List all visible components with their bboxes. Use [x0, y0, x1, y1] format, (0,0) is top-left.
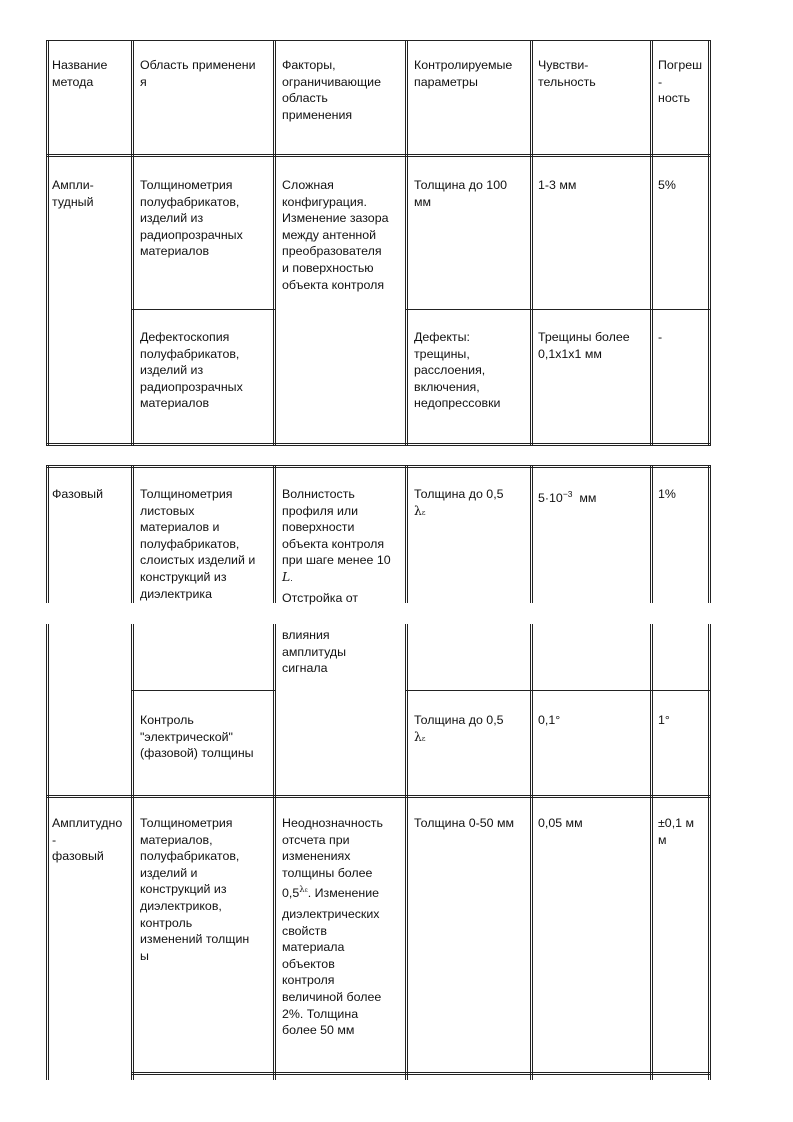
column-border	[131, 624, 134, 1080]
column-border	[273, 624, 276, 1080]
header-application: Область применени я	[140, 58, 256, 89]
header-error: Погреш - ность	[658, 58, 703, 106]
amplitude-params-defects: Дефекты: трещины, расслоения, включения, недопрессовки	[414, 330, 501, 411]
header-bottom-border	[46, 154, 711, 157]
column-border	[708, 624, 711, 1080]
lambda-subscript: ε	[421, 509, 426, 517]
phase-app-electrical: Контроль "электрической" (фазовой) толщины	[140, 713, 254, 761]
sensitivity-exponent: −3	[562, 488, 573, 499]
column-border	[273, 40, 276, 446]
block-bottom-border	[46, 443, 711, 446]
header-sensitivity: Чувстви- тельность	[538, 58, 596, 89]
phase-sensitivity-thickness	[538, 490, 596, 506]
phase-factors-part2: Отстройка от	[282, 591, 359, 605]
phase-params-thickness: Толщина до 0,5	[414, 487, 504, 501]
amplitude-method: Ампли- тудный	[52, 178, 94, 209]
column-border	[46, 624, 49, 1080]
sensitivity-unit: мм	[579, 491, 597, 505]
sensitivity-base: 5·10	[538, 491, 563, 505]
phase-factors-part3: влияния амплитуды сигнала	[282, 628, 347, 676]
column-border	[708, 40, 711, 446]
row-divider	[406, 309, 711, 310]
column-border	[530, 624, 533, 1080]
column-border	[273, 465, 276, 603]
row-divider	[132, 690, 275, 691]
column-border	[650, 465, 653, 603]
block-top-border	[46, 465, 711, 468]
column-border	[405, 624, 408, 1080]
column-border	[405, 465, 408, 603]
column-border	[650, 40, 653, 446]
header-params: Контролируемые параметры	[414, 58, 513, 89]
column-border	[46, 40, 49, 446]
amplitude-phase-factors-pre: Неоднозначность отсчета при изменениях толщины более	[282, 816, 383, 880]
column-border	[46, 465, 49, 603]
column-border	[131, 465, 134, 603]
phase-factors-part1: Волнистость профиля или поверхности объекта контроля при шаге менее 10	[282, 487, 391, 568]
column-border	[650, 624, 653, 1080]
lambda-subscript: ε	[421, 735, 426, 743]
column-border	[405, 40, 408, 446]
header-factors: Факторы, ограничивающие область применения	[282, 58, 381, 122]
header-method: Название метода	[52, 58, 108, 89]
column-border	[530, 40, 533, 446]
phase-factors-symbol: L.	[282, 569, 293, 584]
amplitude-phase-method: Амплитудно - фазовый	[52, 816, 123, 864]
phase-params-electrical: Толщина до 0,5	[414, 713, 504, 727]
amplitude-factors: Сложная конфигурация. Изменение зазора между антенной преобразователя и поверхностью объекта контроля	[282, 178, 389, 292]
amplitude-phase-sensitivity: 0,05 мм	[538, 816, 583, 830]
amplitude-app-thickness: Толщинометрия полуфабрикатов, изделий из радиопрозрачных материалов	[140, 178, 243, 259]
column-border	[708, 465, 711, 603]
amplitude-app-defects: Дефектоскопия полуфабрикатов, изделий из радиопрозрачных материалов	[140, 330, 243, 411]
length-symbol: L	[282, 569, 291, 584]
phase-error-thickness: 1%	[658, 487, 676, 501]
factors-continuation: . Изменение	[307, 886, 380, 900]
table-bottom-border	[131, 1072, 711, 1075]
amplitude-phase-app: Толщинометрия материалов, полуфабрикатов, изделий и конструкций из диэлектриков, контроль изменений толщин ы	[140, 816, 250, 963]
amplitude-params-thickness: Толщина до 100 мм	[414, 178, 507, 209]
amplitude-error-defects: -	[658, 330, 663, 344]
lambda-subscript: ε	[304, 886, 308, 894]
amplitude-sensitivity-defects: Трещины более 0,1х1х1 мм	[538, 330, 630, 361]
row-divider	[46, 795, 711, 798]
amplitude-phase-error: ±0,1 м м	[658, 816, 694, 847]
threshold-value: 0,5	[282, 886, 300, 900]
amplitude-phase-params: Толщина 0-50 мм	[414, 816, 515, 830]
phase-sensitivity-electrical: 0,1°	[538, 713, 561, 727]
column-border	[131, 40, 134, 446]
amplitude-phase-factors-formula	[282, 885, 379, 901]
amplitude-phase-factors-rest: диэлектрических свойств материала объектов контроля величиной более 2%. Толщина более 50 мм	[282, 907, 382, 1038]
column-border	[530, 465, 533, 603]
row-divider	[406, 690, 711, 691]
lambda-symbol: λ	[414, 503, 422, 518]
phase-params-electrical-lambda	[414, 729, 426, 747]
phase-app-thickness: Толщинометрия листовых материалов и полуфабрикатов, слоистых изделий и конструкций из диэлектрика	[140, 487, 256, 601]
lambda-symbol: λ	[414, 729, 422, 744]
lambda-symbol: λ	[299, 884, 305, 895]
table-top-border	[46, 40, 711, 41]
phase-params-lambda	[414, 503, 426, 521]
phase-method: Фазовый	[52, 487, 104, 501]
amplitude-error-thickness: 5%	[658, 178, 676, 192]
row-divider	[132, 309, 275, 310]
phase-error-electrical: 1°	[658, 713, 670, 727]
amplitude-sensitivity-thickness: 1-3 мм	[538, 178, 577, 192]
